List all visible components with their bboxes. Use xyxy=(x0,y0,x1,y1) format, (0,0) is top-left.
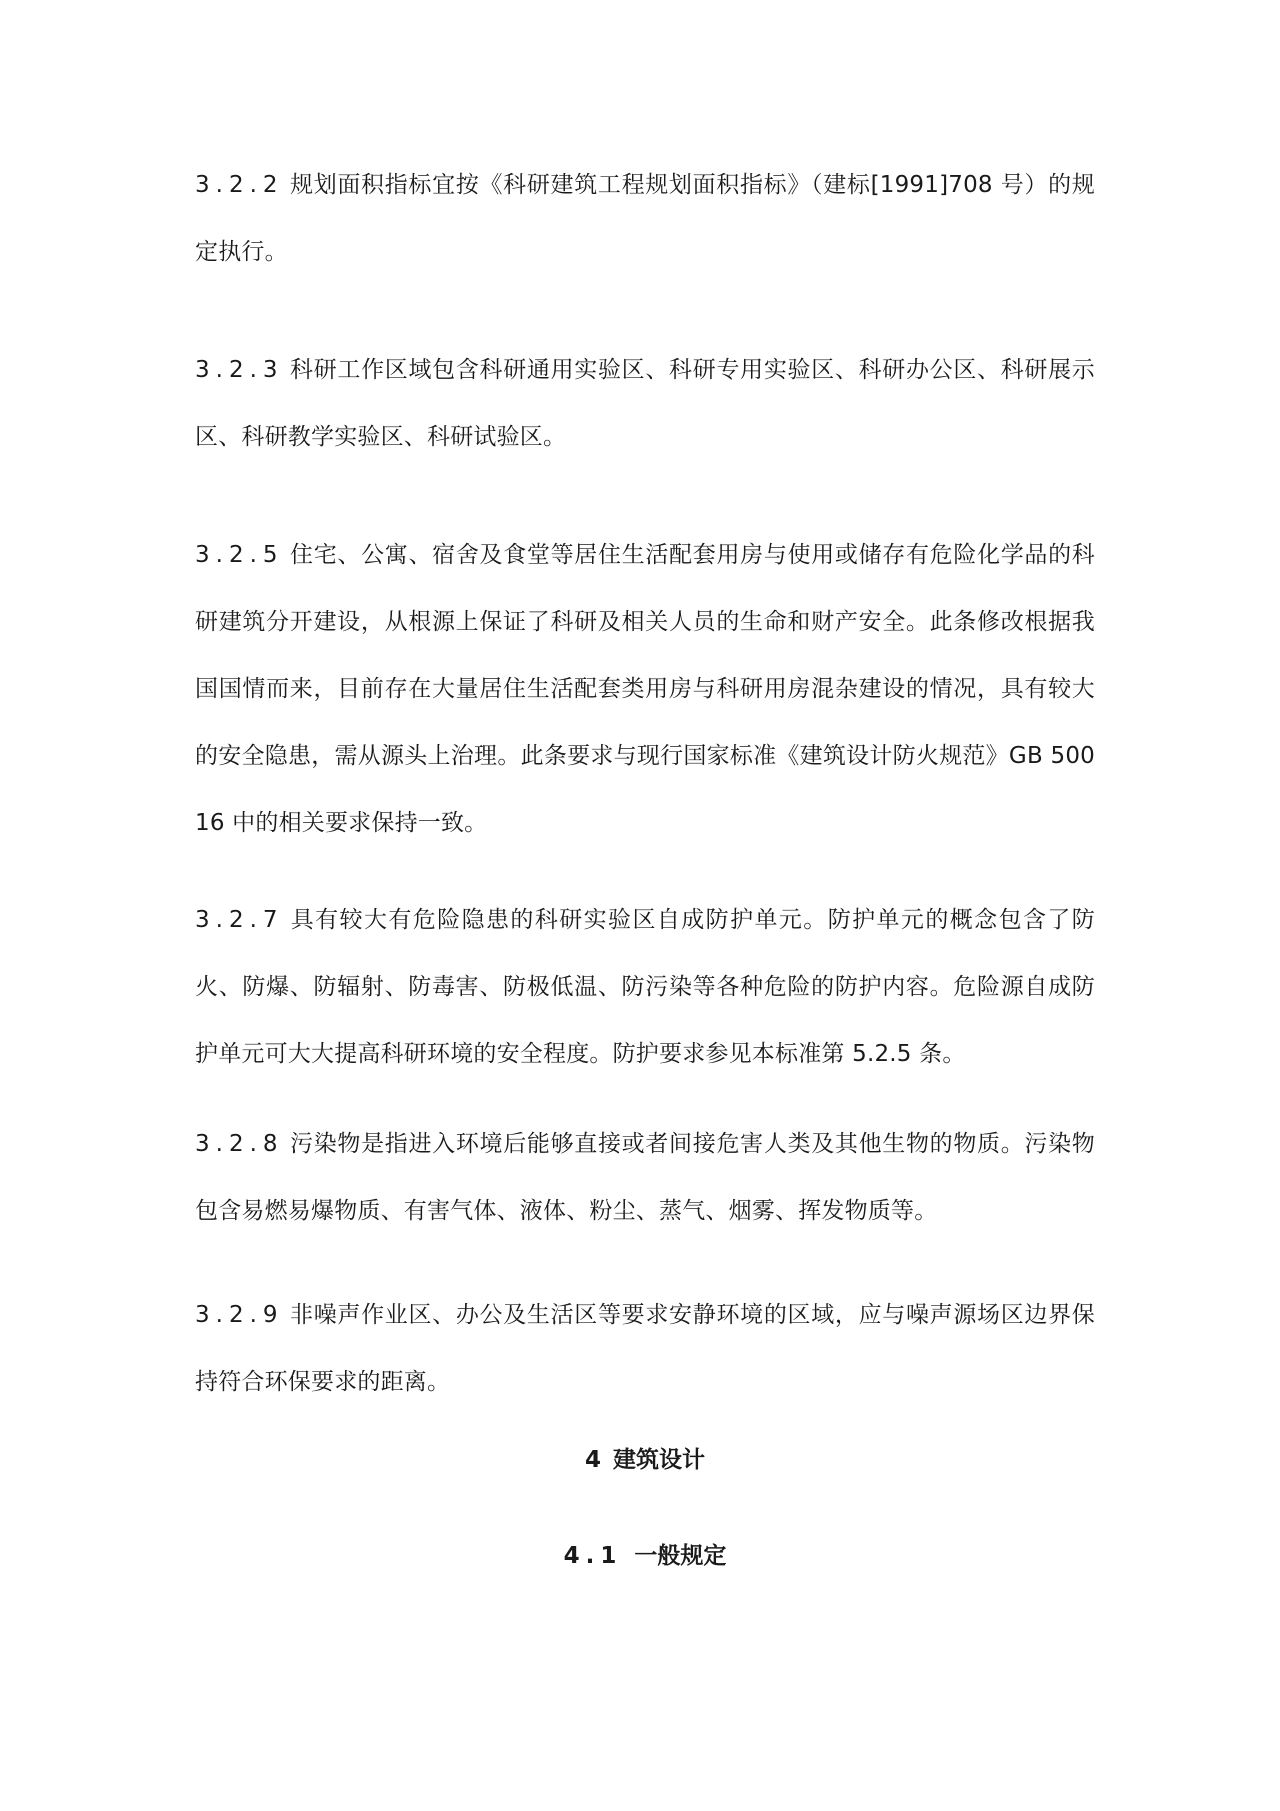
clause-number: 3.2.9 xyxy=(195,1302,284,1328)
chapter-title: 建筑设计 xyxy=(613,1447,705,1473)
chapter-heading xyxy=(195,1440,1095,1480)
clause-number: 3.2.8 xyxy=(195,1131,284,1157)
clause-3-2-8 xyxy=(195,1111,1095,1245)
clause-text: 具有较大有危险隐患的科研实验区自成防护单元。防护单元的概念包含了防火、防爆、防辐射、防毒害、防极低温、防污染等各种危险的防护内容。危险源自成防护单元可大大提高科研环境的安全程度。防护要求参见本标准第 5.2.5 条。 xyxy=(195,907,1095,1067)
clause-text: 污染物是指进入环境后能够直接或者间接危害人类及其他生物的物质。污染物包含易燃易爆物质、有害气体、液体、粉尘、蒸气、烟雾、挥发物质等。 xyxy=(195,1131,1095,1224)
clause-3-2-3 xyxy=(195,337,1095,471)
clause-text: 非噪声作业区、办公及生活区等要求安静环境的区域，应与噪声源场区边界保持符合环保要求的距离。 xyxy=(195,1302,1095,1395)
clause-text: 住宅、公寓、宿舍及食堂等居住生活配套用房与使用或储存有危险化学品的科研建筑分开建设，从根源上保证了科研及相关人员的生命和财产安全。此条修改根据我国国情而来，目前存在大量居住生活配套类用房与科研用房混杂建设的情况，具有较大的安全隐患，需从源头上治理。此条要求与现行国家标准《建筑设计防火规范》GB 50016 中的相关要求保持一致。 xyxy=(195,542,1095,836)
clause-3-2-2 xyxy=(195,152,1095,286)
clause-3-2-7 xyxy=(195,887,1095,1088)
chapter-number: 4 xyxy=(584,1447,601,1473)
clause-3-2-9 xyxy=(195,1282,1095,1416)
clause-3-2-5 xyxy=(195,522,1095,857)
clause-number: 3.2.3 xyxy=(195,357,284,383)
clause-number: 3.2.7 xyxy=(195,907,284,933)
clause-number: 3.2.2 xyxy=(195,172,284,198)
section-title: 一般规定 xyxy=(634,1543,727,1569)
section-number: 4.1 xyxy=(563,1543,623,1569)
clause-text: 科研工作区域包含科研通用实验区、科研专用实验区、科研办公区、科研展示区、科研教学实验区、科研试验区。 xyxy=(195,357,1095,450)
document-page xyxy=(195,0,1095,1811)
clause-number: 3.2.5 xyxy=(195,542,284,568)
clause-text: 规划面积指标宜按《科研建筑工程规划面积指标》（建标[1991]708 号）的规定执行。 xyxy=(195,172,1095,265)
section-heading xyxy=(195,1536,1095,1576)
